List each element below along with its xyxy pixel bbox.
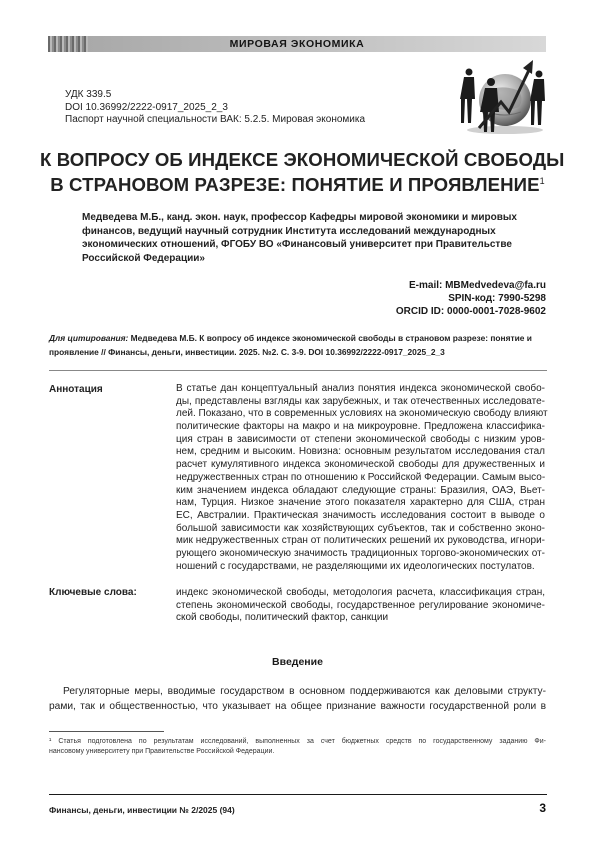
footnote-divider [49,731,164,732]
keywords-line: ской свободы, политический фактор, санкции [176,612,389,624]
introduction-heading: Введение [272,656,323,668]
abstract-line: ды, представлены взгляды как зарубежных, и так отечественных исследовате- [176,395,545,407]
abstract-line: ким значением индекса обладают следующие страны: Бразилия, ОАЭ, Вьет- [176,484,545,496]
divider [49,370,547,371]
section-header-band [48,36,546,52]
abstract-line: ношений с государствами, не разделяющими их идеологических постулатов. [176,560,535,572]
citation-text-1: Медведева М.Б. К вопросу об индексе экономической свободы в страновом разрезе: понятие и [128,333,532,343]
abstract-line: нем, средним и высоким. Новизна: основным результатом исследования стал [176,446,545,458]
abstract-label: Аннотация [49,384,103,395]
citation-label: Для цитирования: [49,333,129,343]
citation-line-2: проявление // Финансы, деньги, инвестиции. 2025. №2. С. 3-9. DOI 10.36992/2222-0917_2025_2_3 [49,346,445,357]
author-orcid: ORCID ID: 0000-0001-7028-9602 [395,306,546,317]
abstract-line: рующего экономическую значимость традиционных торгово-экономических от- [176,547,545,559]
citation-block [49,332,547,359]
journal-footer: Финансы, деньги, инвестиции № 2/2025 (94) [49,805,235,815]
abstract-line: политические факторы на макро и на микроуровне. Предложена классифика- [176,421,545,433]
keywords-line: индекс экономической свободы, методология расчета, классификация стран, [176,587,545,598]
title-line-2-text: В СТРАНОВОМ РАЗРЕЗЕ: ПОНЯТИЕ И ПРОЯВЛЕНИЕ [50,174,540,195]
body-line: рами, так и общественностью, что указывает на общее признание важности государственной роли в [49,700,546,712]
section-title: МИРОВАЯ ЭКОНОМИКА [229,38,365,50]
footnote-line: ¹ Статья подготовлена по результатам исследований, выполненных за счет бюджетных средств по государственному заданию Фи- [49,738,546,745]
author-line: финансов, ведущий научный сотрудник Института исследований международных [82,225,496,237]
body-line: Регуляторные меры, вводимые государством в основном поддерживаются как деловыми структу- [63,686,546,697]
footnote [49,737,546,757]
author-line: Российской Федерации» [82,252,205,264]
abstract-line: большой зависимости как хозяйствующих субъектов, так и собственно эконо- [176,522,545,534]
doi-line: DOI 10.36992/2222-0917_2025_2_3 [65,101,228,113]
abstract-line: лей. Показано, что в современных условиях на экономическую свободу влияют [176,408,548,420]
footnote-line: нансовому университету при Правительстве Российской Федерации. [49,748,275,755]
author-spin: SPIN-код: 7990-5298 [448,293,546,304]
specialty-passport: Паспорт научной специальности ВАК: 5.2.5. Мировая экономика [65,114,366,125]
author-line: экономических отношений, ФГОБУ ВО «Финансовый университет при Правительстве [82,239,512,250]
article-title [40,147,565,197]
footer-divider [49,794,547,795]
abstract-line: мик недружественных стран от политических решений их руководства, игнори- [176,535,545,547]
keywords-label: Ключевые слова: [49,587,137,598]
keywords-text [176,587,545,625]
title-line-2 [40,172,555,197]
page-number: 3 [539,801,546,815]
introduction-body [49,685,546,714]
abstract-line: В статье дан концептуальный анализ понятия индекса экономической свобо- [176,383,545,394]
author-email: E-mail: MBMedvedeva@fa.ru [408,280,546,291]
abstract-line: расчет кумулятивного индекса экономической свободы для дружественных и [176,459,545,471]
author-line: Медведева М.Б., канд. экон. наук, профессор Кафедры мировой экономики и мировых [82,212,517,223]
abstract-line: нам, Турция. Низкое значение этого показателя характерно для США, стран [176,497,545,509]
title-line-1: К ВОПРОСУ ОБ ИНДЕКСЕ ЭКОНОМИЧЕСКОЙ СВОБОДЫ [40,149,565,170]
udc-code: УДК 339.5 [65,89,112,100]
author-affiliation [82,211,552,265]
business-globe-illustration [455,52,550,137]
abstract-text [176,383,548,573]
title-footnote-mark: 1 [539,175,545,186]
abstract-line: недружественных стран по отношению к Российской Федерации. Самым высо- [176,471,546,483]
citation-line-1 [49,332,547,346]
keywords-line: степень экономической свободы, государственное регулирование экономиче- [176,599,545,611]
abstract-line: ция стран в зависимости от степени экономической свободы с низким уров- [176,433,545,445]
abstract-line: ЕС, Австралии. Практическая значимость исследования состоит в выводе о [176,509,545,521]
